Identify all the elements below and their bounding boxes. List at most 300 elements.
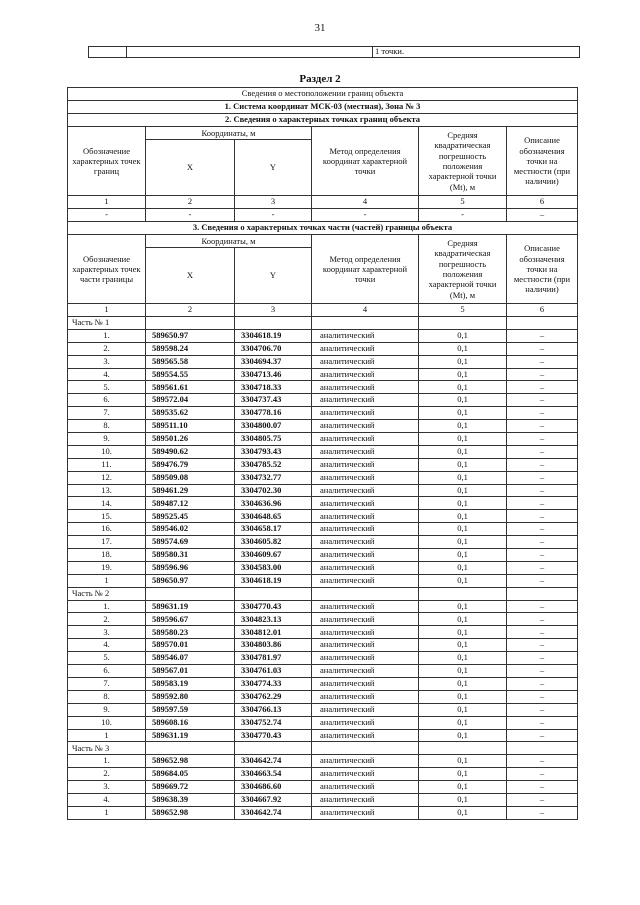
t1-cell: -: [312, 209, 419, 222]
table-row: [68, 716, 578, 729]
table-row: [68, 793, 578, 806]
coord-x: 589580.23: [146, 626, 235, 639]
description: –: [507, 768, 578, 781]
method: аналитический: [312, 613, 419, 626]
method: аналитический: [312, 729, 419, 742]
method: аналитический: [312, 652, 419, 665]
description: –: [507, 561, 578, 574]
coord-x: 589652.98: [146, 806, 235, 819]
method: аналитический: [312, 549, 419, 562]
method: аналитический: [312, 407, 419, 420]
error-value: 0,1: [419, 652, 507, 665]
table-row: [68, 394, 578, 407]
description: –: [507, 484, 578, 497]
error-value: 0,1: [419, 665, 507, 678]
coord-y: 3304732.77: [235, 471, 312, 484]
empty-cell: [507, 587, 578, 600]
point-number: 2.: [68, 613, 146, 626]
table-row: [68, 755, 578, 768]
coord-y: 3304667.92: [235, 793, 312, 806]
coord-y: 3304648.65: [235, 510, 312, 523]
coord-y: 3304785.52: [235, 458, 312, 471]
coord-y: 3304752.74: [235, 716, 312, 729]
table-row: [68, 445, 578, 458]
error-value: 0,1: [419, 536, 507, 549]
error-value: 0,1: [419, 433, 507, 446]
coord-y: 3304800.07: [235, 420, 312, 433]
coord-y: 3304583.00: [235, 561, 312, 574]
method: аналитический: [312, 420, 419, 433]
heading-boundary-points: 2. Сведения о характерных точках границ объекта: [68, 114, 578, 127]
description: –: [507, 781, 578, 794]
coord-y: 3304761.03: [235, 665, 312, 678]
t1-cell: –: [507, 209, 578, 222]
point-number: 1: [68, 806, 146, 819]
coord-y: 3304823.13: [235, 613, 312, 626]
method: аналитический: [312, 445, 419, 458]
page-number: 31: [314, 22, 326, 34]
coord-x: 589684.05: [146, 768, 235, 781]
table-row: [68, 806, 578, 819]
error-value: 0,1: [419, 690, 507, 703]
method: аналитический: [312, 768, 419, 781]
coord-y: 3304702.30: [235, 484, 312, 497]
error-value: 0,1: [419, 613, 507, 626]
table-row: [68, 600, 578, 613]
empty-cell: [312, 317, 419, 330]
error-value: 0,1: [419, 781, 507, 794]
empty-cell: [312, 587, 419, 600]
empty-cell: [146, 587, 235, 600]
description: –: [507, 407, 578, 420]
t1-colnum: 2: [146, 196, 235, 209]
t2-col-method: Метод определения координат характерной точки: [312, 235, 419, 304]
error-value: 0,1: [419, 484, 507, 497]
error-value: 0,1: [419, 626, 507, 639]
t2-column-numbers: [68, 304, 578, 317]
t2-col-coords: Координаты, м: [146, 235, 312, 248]
coord-x: 589598.24: [146, 342, 235, 355]
coord-x: 589650.97: [146, 329, 235, 342]
table-row: [68, 781, 578, 794]
coord-x: 589596.96: [146, 561, 235, 574]
point-number: 2.: [68, 342, 146, 355]
description: –: [507, 549, 578, 562]
part-title-row: [68, 587, 578, 600]
table-row: [68, 355, 578, 368]
coord-x: 589554.55: [146, 368, 235, 381]
description: –: [507, 677, 578, 690]
t1-cell: -: [235, 209, 312, 222]
description: –: [507, 793, 578, 806]
coord-y: 3304770.43: [235, 600, 312, 613]
description: –: [507, 368, 578, 381]
error-value: 0,1: [419, 574, 507, 587]
t1-col-error: Средняя квадратическая погрешность положения характерной точки (Mt), м: [419, 127, 507, 196]
empty-cell: [312, 742, 419, 755]
coord-y: 3304694.37: [235, 355, 312, 368]
error-value: 0,1: [419, 729, 507, 742]
empty-cell: [146, 317, 235, 330]
description: –: [507, 342, 578, 355]
coord-x: 589509.08: [146, 471, 235, 484]
description: –: [507, 716, 578, 729]
description: –: [507, 510, 578, 523]
t1-colnum: 5: [419, 196, 507, 209]
empty-cell: [419, 587, 507, 600]
table-row: [68, 407, 578, 420]
description: –: [507, 381, 578, 394]
point-number: 4.: [68, 793, 146, 806]
point-number: 19.: [68, 561, 146, 574]
coord-x: 589461.29: [146, 484, 235, 497]
t1-cell: -: [68, 209, 146, 222]
table-row: [68, 536, 578, 549]
t2-colnum: 2: [146, 304, 235, 317]
coord-x: 589669.72: [146, 781, 235, 794]
coord-y: 3304793.43: [235, 445, 312, 458]
part-title: Часть № 2: [68, 587, 146, 600]
coord-x: 589572.04: [146, 394, 235, 407]
method: аналитический: [312, 355, 419, 368]
coord-y: 3304766.13: [235, 703, 312, 716]
point-number: 6.: [68, 665, 146, 678]
method: аналитический: [312, 561, 419, 574]
error-value: 0,1: [419, 793, 507, 806]
description: –: [507, 665, 578, 678]
coord-y: 3304663.54: [235, 768, 312, 781]
table-row: [68, 484, 578, 497]
coord-x: 589546.07: [146, 652, 235, 665]
table-row: [68, 329, 578, 342]
point-number: 8.: [68, 420, 146, 433]
empty-cell: [235, 587, 312, 600]
point-number: 5.: [68, 652, 146, 665]
description: –: [507, 420, 578, 433]
empty-cell: [507, 742, 578, 755]
method: аналитический: [312, 703, 419, 716]
method: аналитический: [312, 368, 419, 381]
description: –: [507, 613, 578, 626]
description: –: [507, 523, 578, 536]
t1-column-numbers: [68, 196, 578, 209]
table-row: [68, 729, 578, 742]
error-value: 0,1: [419, 703, 507, 716]
coord-x: 589592.80: [146, 690, 235, 703]
coord-y: 3304737.43: [235, 394, 312, 407]
table-row: [68, 665, 578, 678]
t2-colnum: 6: [507, 304, 578, 317]
coord-x: 589546.02: [146, 523, 235, 536]
empty-cell: [235, 317, 312, 330]
t2-col-designation: Обозначение характерных точек части границы: [68, 235, 146, 304]
point-number: 3.: [68, 355, 146, 368]
table-row: [68, 626, 578, 639]
description: –: [507, 703, 578, 716]
coord-x: 589650.97: [146, 574, 235, 587]
table-row: [68, 433, 578, 446]
table-row: [68, 768, 578, 781]
point-number: 1: [68, 729, 146, 742]
coord-y: 3304803.86: [235, 639, 312, 652]
table-row: [68, 613, 578, 626]
point-number: 17.: [68, 536, 146, 549]
empty-cell: [419, 742, 507, 755]
t1-empty-row: [68, 209, 578, 222]
point-number: 9.: [68, 433, 146, 446]
method: аналитический: [312, 458, 419, 471]
description: –: [507, 355, 578, 368]
point-number: 2.: [68, 768, 146, 781]
point-number: 9.: [68, 703, 146, 716]
coord-x: 589565.58: [146, 355, 235, 368]
coord-x: 589487.12: [146, 497, 235, 510]
coord-x: 589631.19: [146, 729, 235, 742]
error-value: 0,1: [419, 716, 507, 729]
error-value: 0,1: [419, 471, 507, 484]
part-title-row: [68, 317, 578, 330]
t1-col-y: Y: [235, 140, 312, 196]
coord-x: 589631.19: [146, 600, 235, 613]
t2-col-x: X: [146, 248, 235, 304]
coord-y: 3304805.75: [235, 433, 312, 446]
description: –: [507, 639, 578, 652]
t2-colnum: 5: [419, 304, 507, 317]
method: аналитический: [312, 793, 419, 806]
t1-col-coords: Координаты, м: [146, 127, 312, 140]
coord-y: 3304770.43: [235, 729, 312, 742]
table-row: [68, 471, 578, 484]
error-value: 0,1: [419, 677, 507, 690]
table-row: [68, 652, 578, 665]
point-number: 1.: [68, 600, 146, 613]
point-number: 7.: [68, 677, 146, 690]
error-value: 0,1: [419, 639, 507, 652]
table-row: [68, 561, 578, 574]
coord-y: 3304774.33: [235, 677, 312, 690]
coord-y: 3304642.74: [235, 755, 312, 768]
error-value: 0,1: [419, 497, 507, 510]
method: аналитический: [312, 523, 419, 536]
method: аналитический: [312, 381, 419, 394]
table-row: [68, 458, 578, 471]
empty-cell: [419, 317, 507, 330]
table-row: [68, 549, 578, 562]
t1-col-method: Метод определения координат характерной точки: [312, 127, 419, 196]
error-value: 0,1: [419, 600, 507, 613]
t2-colnum: 4: [312, 304, 419, 317]
method: аналитический: [312, 755, 419, 768]
error-value: 0,1: [419, 342, 507, 355]
method: аналитический: [312, 329, 419, 342]
boundary-table: [67, 87, 578, 820]
error-value: 0,1: [419, 394, 507, 407]
method: аналитический: [312, 626, 419, 639]
method: аналитический: [312, 471, 419, 484]
description: –: [507, 471, 578, 484]
t1-colnum: 4: [312, 196, 419, 209]
error-value: 0,1: [419, 445, 507, 458]
coord-y: 3304713.46: [235, 368, 312, 381]
table-row: [68, 677, 578, 690]
method: аналитический: [312, 690, 419, 703]
table-row: [68, 497, 578, 510]
coord-y: 3304618.19: [235, 329, 312, 342]
error-value: 0,1: [419, 561, 507, 574]
method: аналитический: [312, 639, 419, 652]
table-row: [68, 523, 578, 536]
t1-col-designation: Обозначение характерных точек границ: [68, 127, 146, 196]
error-value: 0,1: [419, 523, 507, 536]
t2-colnum: 3: [235, 304, 312, 317]
coord-x: 589511.10: [146, 420, 235, 433]
coord-x: 589570.01: [146, 639, 235, 652]
method: аналитический: [312, 716, 419, 729]
method: аналитический: [312, 536, 419, 549]
t1-colnum: 1: [68, 196, 146, 209]
point-number: 1: [68, 574, 146, 587]
coord-x: 589567.01: [146, 665, 235, 678]
point-number: 18.: [68, 549, 146, 562]
error-value: 0,1: [419, 755, 507, 768]
table-row: [68, 510, 578, 523]
point-number: 15.: [68, 510, 146, 523]
coord-x: 589596.67: [146, 613, 235, 626]
description: –: [507, 497, 578, 510]
error-value: 0,1: [419, 329, 507, 342]
coord-x: 589535.62: [146, 407, 235, 420]
point-number: 6.: [68, 394, 146, 407]
description: –: [507, 574, 578, 587]
coord-x: 589580.31: [146, 549, 235, 562]
coord-x: 589608.16: [146, 716, 235, 729]
t1-col-desc: Описание обозначения точки на местности (при наличии): [507, 127, 578, 196]
description: –: [507, 536, 578, 549]
point-number: 11.: [68, 458, 146, 471]
method: аналитический: [312, 677, 419, 690]
empty-cell: [235, 742, 312, 755]
table-row: [68, 368, 578, 381]
t1-cell: -: [146, 209, 235, 222]
table-row: [68, 690, 578, 703]
coord-y: 3304812.01: [235, 626, 312, 639]
empty-cell: [146, 742, 235, 755]
point-number: 3.: [68, 626, 146, 639]
point-number: 5.: [68, 381, 146, 394]
error-value: 0,1: [419, 381, 507, 394]
error-value: 0,1: [419, 420, 507, 433]
point-number: 12.: [68, 471, 146, 484]
error-value: 0,1: [419, 407, 507, 420]
method: аналитический: [312, 510, 419, 523]
description: –: [507, 445, 578, 458]
coord-y: 3304778.16: [235, 407, 312, 420]
description: –: [507, 600, 578, 613]
point-number: 1.: [68, 755, 146, 768]
coord-y: 3304781.97: [235, 652, 312, 665]
t1-colnum: 6: [507, 196, 578, 209]
coord-y: 3304658.17: [235, 523, 312, 536]
coord-x: 589561.61: [146, 381, 235, 394]
t2-col-y: Y: [235, 248, 312, 304]
coord-y: 3304762.29: [235, 690, 312, 703]
coord-y: 3304618.19: [235, 574, 312, 587]
method: аналитический: [312, 484, 419, 497]
coord-x: 589652.98: [146, 755, 235, 768]
method: аналитический: [312, 600, 419, 613]
part-title: Часть № 1: [68, 317, 146, 330]
table-row: [68, 703, 578, 716]
method: аналитический: [312, 665, 419, 678]
t1-col-x: X: [146, 140, 235, 196]
table-row: [68, 420, 578, 433]
section-title: Раздел 2: [299, 73, 341, 85]
table-row: [68, 574, 578, 587]
method: аналитический: [312, 342, 419, 355]
coord-x: 589583.19: [146, 677, 235, 690]
method: аналитический: [312, 497, 419, 510]
method: аналитический: [312, 433, 419, 446]
error-value: 0,1: [419, 355, 507, 368]
coord-y: 3304609.67: [235, 549, 312, 562]
coord-y: 3304686.60: [235, 781, 312, 794]
error-value: 0,1: [419, 549, 507, 562]
coord-y: 3304718.33: [235, 381, 312, 394]
description: –: [507, 806, 578, 819]
description: –: [507, 652, 578, 665]
method: аналитический: [312, 781, 419, 794]
heading-part-points: 3. Сведения о характерных точках части (частей) границы объекта: [68, 222, 578, 235]
point-number: 1.: [68, 329, 146, 342]
coord-x: 589501.26: [146, 433, 235, 446]
method: аналитический: [312, 394, 419, 407]
heading-location: Сведения о местоположении границ объекта: [68, 88, 578, 101]
description: –: [507, 433, 578, 446]
coord-x: 589476.79: [146, 458, 235, 471]
point-number: 7.: [68, 407, 146, 420]
coord-y: 3304636.96: [235, 497, 312, 510]
table-row: [68, 381, 578, 394]
t1-cell: -: [419, 209, 507, 222]
description: –: [507, 394, 578, 407]
point-number: 4.: [68, 639, 146, 652]
table-row: [68, 342, 578, 355]
error-value: 0,1: [419, 510, 507, 523]
coord-x: 589525.45: [146, 510, 235, 523]
error-value: 0,1: [419, 458, 507, 471]
point-number: 3.: [68, 781, 146, 794]
description: –: [507, 458, 578, 471]
description: –: [507, 690, 578, 703]
description: –: [507, 729, 578, 742]
empty-cell: [507, 317, 578, 330]
description: –: [507, 755, 578, 768]
error-value: 0,1: [419, 768, 507, 781]
point-number: 8.: [68, 690, 146, 703]
part-title-row: [68, 742, 578, 755]
coord-x: 589638.39: [146, 793, 235, 806]
point-number: 4.: [68, 368, 146, 381]
t2-col-desc: Описание обозначения точки на местности (при наличии): [507, 235, 578, 304]
continuation-text: 1 точки.: [373, 47, 580, 58]
table-row: [68, 639, 578, 652]
point-number: 10.: [68, 445, 146, 458]
t1-colnum: 3: [235, 196, 312, 209]
t2-col-error: Средняя квадратическая погрешность положения характерной точки (Mt), м: [419, 235, 507, 304]
coord-x: 589490.62: [146, 445, 235, 458]
description: –: [507, 329, 578, 342]
coord-y: 3304706.70: [235, 342, 312, 355]
